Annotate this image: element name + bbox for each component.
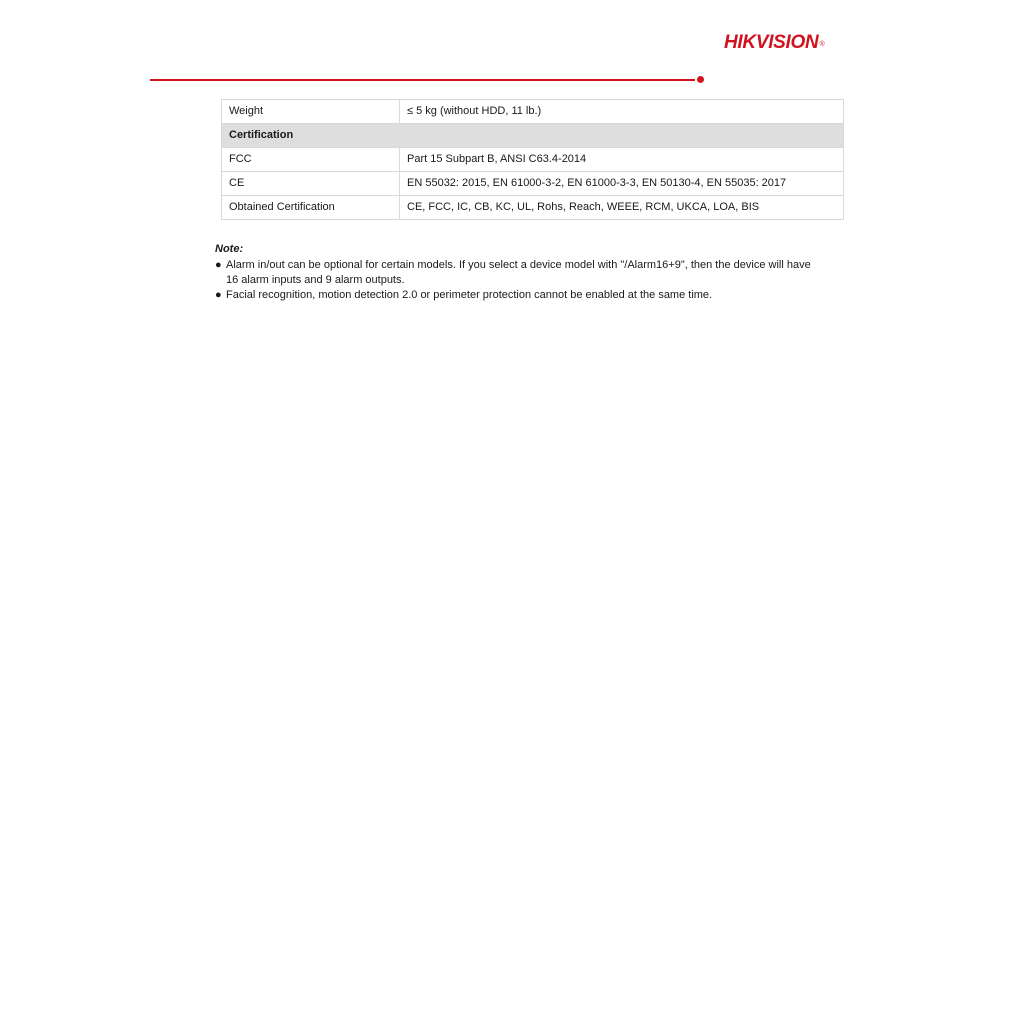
spec-value: Part 15 Subpart B, ANSI C63.4-2014 [400, 148, 844, 172]
logo-text: HIKVISION [724, 32, 819, 53]
section-label: Certification [222, 124, 844, 148]
table-row-fcc [222, 148, 844, 172]
spec-label: FCC [222, 148, 400, 172]
section-header-certification [222, 124, 844, 148]
table-row-obtained-certification [222, 196, 844, 220]
hikvision-logo [724, 32, 824, 54]
header-divider-dot [697, 76, 704, 83]
spec-table [221, 99, 844, 220]
spec-label: CE [222, 172, 400, 196]
header-divider [150, 79, 695, 81]
note-item-text: Alarm in/out can be optional for certain models. If you select a device model with "/Alarm16+9", then the device will have 16 alarm inputs and 9 alarm outputs. [226, 259, 811, 286]
note-item-text: Facial recognition, motion detection 2.0 or perimeter protection cannot be enabled at the same time. [226, 289, 713, 301]
registered-mark: ® [819, 41, 825, 48]
spec-value: CE, FCC, IC, CB, KC, UL, Rohs, Reach, WEEE, RCM, UKCA, LOA, BIS [400, 196, 844, 220]
bullet-icon: ● [215, 259, 222, 271]
note-item [215, 258, 825, 288]
note-item [215, 288, 825, 303]
note-title: Note: [215, 243, 244, 255]
table-row-ce [222, 172, 844, 196]
spec-value: ≤ 5 kg (without HDD, 11 lb.) [400, 100, 844, 124]
table-row-weight [222, 100, 844, 124]
note-block [215, 242, 825, 303]
spec-value: EN 55032: 2015, EN 61000-3-2, EN 61000-3-3, EN 50130-4, EN 55035: 2017 [400, 172, 844, 196]
bullet-icon: ● [215, 289, 222, 301]
spec-label: Weight [222, 100, 400, 124]
spec-label: Obtained Certification [222, 196, 400, 220]
